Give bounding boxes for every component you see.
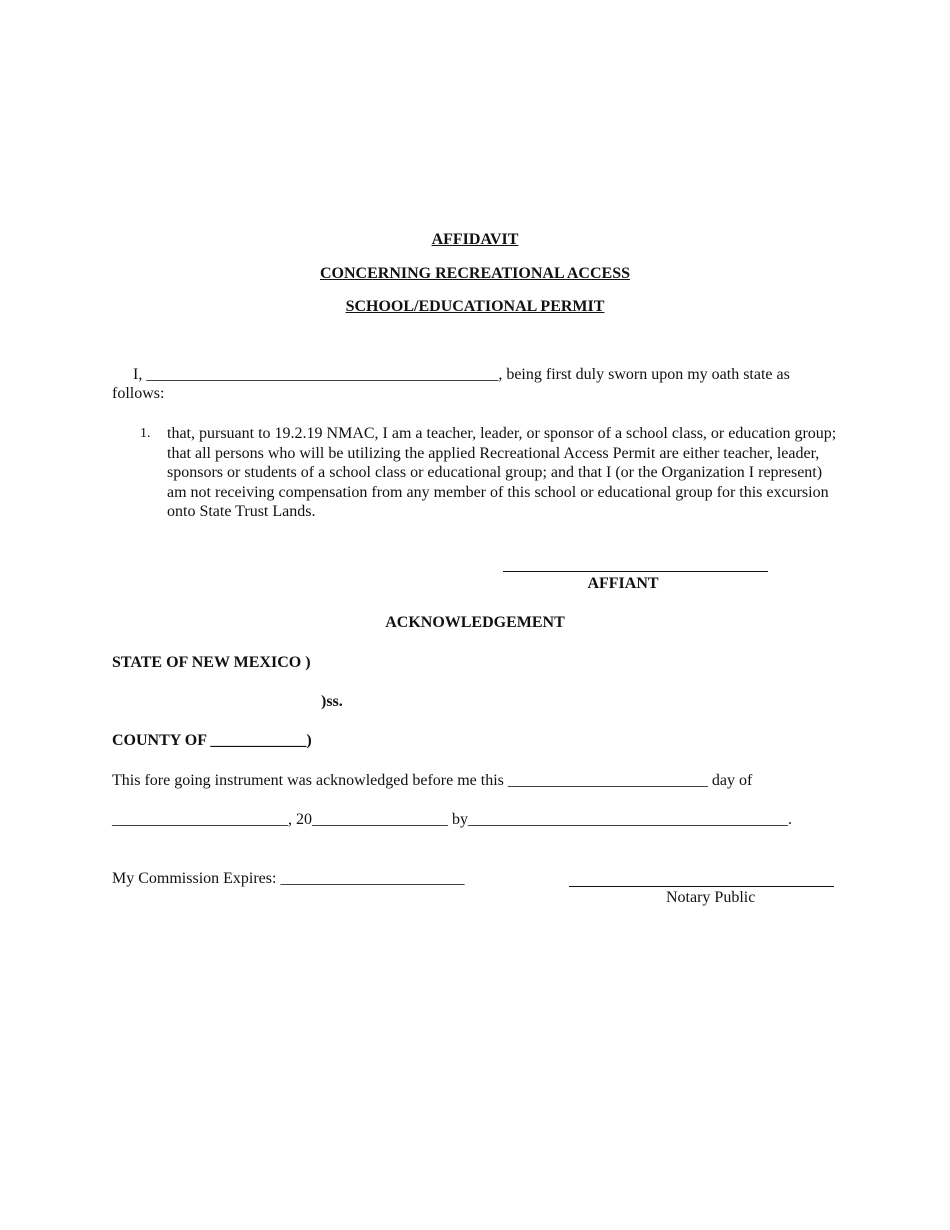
acknowledgement-line-1[interactable]: This fore going instrument was acknowledged before me this _________________________ day of — [112, 772, 753, 789]
notary-signature-line[interactable] — [569, 886, 834, 887]
intro-prefix: I, — [133, 366, 143, 383]
acknowledgement-heading: ACKNOWLEDGEMENT — [385, 614, 565, 631]
affiant-label: AFFIANT — [587, 575, 659, 592]
acknowledgement-line-2[interactable]: ______________________, 20_________________ by________________________________________. — [112, 811, 792, 828]
affiant-signature-line[interactable] — [503, 571, 768, 572]
name-blank[interactable]: ____________________________________________, — [146, 366, 503, 383]
intro-line — [133, 366, 790, 384]
county-line[interactable]: COUNTY OF ____________) — [112, 732, 312, 749]
title-affidavit: AFFIDAVIT — [431, 231, 519, 248]
notary-public-label: Notary Public — [666, 889, 756, 906]
state-line: STATE OF NEW MEXICO ) — [112, 654, 311, 671]
ss-line: )ss. — [321, 693, 343, 710]
intro-continuation: follows: — [112, 385, 165, 402]
commission-expires-line[interactable]: My Commission Expires: _______________________ — [112, 870, 465, 887]
item-number: 1. — [140, 426, 151, 441]
intro-suffix: being first duly sworn upon my oath state as — [506, 366, 790, 383]
item-text: that, pursuant to 19.2.19 NMAC, I am a teacher, leader, or sponsor of a school class, or education group; that all persons who will be utilizing the applied Recreational Access Permit are either teacher, leader, sponsors or students of a school class or educational group; and that I (or the Organization I represent) am not receiving compensation from any member of this school or educational group for this excursion onto State Trust Lands. — [167, 425, 837, 520]
title-recreational-access: CONCERNING RECREATIONAL ACCESS — [320, 265, 630, 282]
title-school-permit: SCHOOL/EDUCATIONAL PERMIT — [345, 298, 605, 315]
